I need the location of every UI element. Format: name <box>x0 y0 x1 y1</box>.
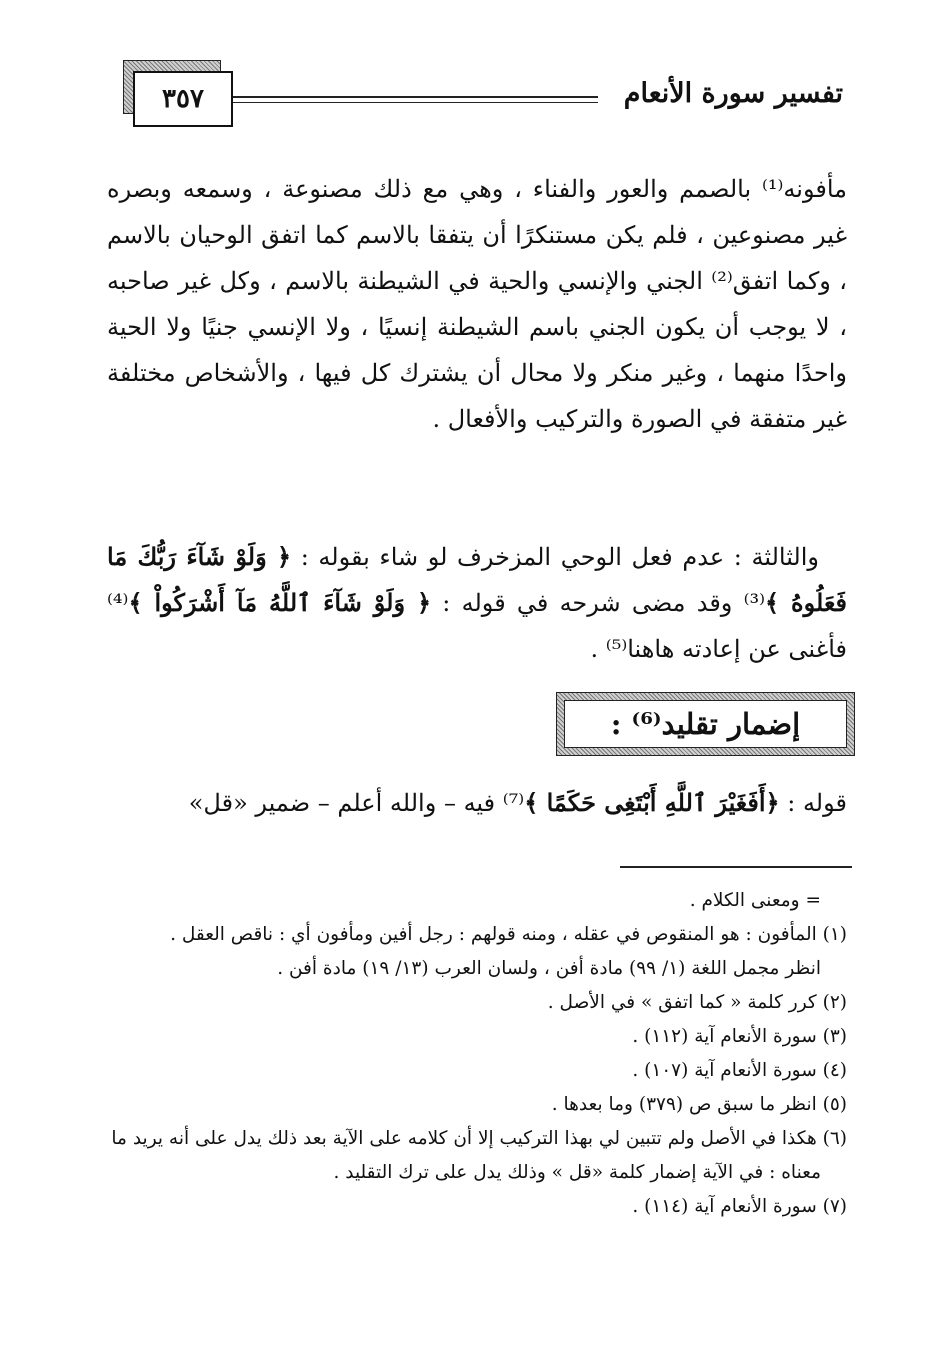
footnotes <box>107 884 847 1224</box>
footnote-6: (٦) هكذا في الأصل ولم تتبين لي بهذا التركيب إلا أن كلامه على الآية بعد ذلك يدل على أنه يريد ما معناه : في الآية إضمار كلمة «قل » وذلك يدل على ترك التقليد . <box>111 1128 847 1183</box>
running-title: تفسير سورة الأنعام <box>623 78 843 109</box>
section-heading-frame <box>556 692 855 756</box>
header-rule <box>232 96 598 103</box>
footnote-5: (٥) انظر ما سبق ص (٣٧٩) وما بعدها . <box>551 1094 847 1115</box>
quran-verse-1: ﴿ وَلَوْ شَآءَ رَبُّكَ مَا فَعَلُوهُ ﴾ <box>107 542 848 617</box>
footnote-3: (٣) سورة الأنعام آية (١١٢) . <box>632 1026 847 1047</box>
footnote-separator <box>620 866 852 868</box>
footnote-7: (٧) سورة الأنعام آية (١١٤) . <box>632 1196 847 1217</box>
paragraph-2-part-1: والثالثة : عدم فعل الوحي المزخرف لو شاء بقوله : <box>291 543 820 571</box>
quran-verse-3: ﴿أَفَغَيْرَ ٱللَّهِ أَبْتَغِى حَكَمًا ﴾ <box>524 788 780 817</box>
paragraph-2-part-2: ⁽³⁾ وقد مضى شرحه في قوله : <box>431 589 766 617</box>
page-number: ٣٥٧ <box>133 71 233 127</box>
paragraph-3-part-2: ⁽⁷⁾ فيه – والله أعلم – ضمير «قل» <box>188 789 525 817</box>
footnote-1-reference: انظر مجمل اللغة (١/ ٩٩) مادة أفن ، ولسان العرب (١٣/ ١٩) مادة أفن . <box>277 958 821 979</box>
footnote-4: (٤) سورة الأنعام آية (١٠٧) . <box>632 1060 847 1081</box>
paragraph-1-text: مأفونه⁽¹⁾ بالصمم والعور والفناء ، وهي مع ذلك مصنوعة ، وسمعه وبصره غير مصنوعين ، فلم يكن مستنكرًا أن يتفقا بالاسم كما اتفق الوحيان بالاسم ، وكما اتفق⁽²⁾ الجني والإنسي والحية في الشيطنة بالاسم ، وكل غير صاحبه ، لا يوجب أن يكون الجني باسم الشيطنة إنسيًا ، ولا الإنسي جنيًا ولا الحية واحدًا منهما ، وغير منكر ولا محال أن يشترك كل فيها ، والأشخاص مختلفة غير متفقة في الصورة والتركيب والأفعال . <box>107 175 848 433</box>
section-heading: إضمار تقليد⁽⁶⁾ : <box>564 700 847 748</box>
quran-verse-2: ﴿ وَلَوْ شَآءَ ٱللَّهُ مَآ أَشْرَكُواْ ﴾ <box>128 588 432 617</box>
footnote-1: (١) المأفون : هو المنقوص في عقله ، ومنه قولهم : رجل أفين ومأفون أي : ناقص العقل . <box>170 924 847 945</box>
footnote-2: (٢) كرر كلمة « كما اتفق » في الأصل . <box>547 992 847 1013</box>
paragraph-2-part-3: ⁽⁴⁾ فأغنى عن إعادته هاهنا⁽⁵⁾ . <box>107 589 847 663</box>
paragraph-2 <box>107 534 847 672</box>
paragraph-1 <box>107 166 847 442</box>
footnote-continuation: = ومعنى الكلام . <box>689 890 821 911</box>
paragraph-3 <box>107 780 847 826</box>
paragraph-3-part-1: قوله : <box>779 789 847 817</box>
